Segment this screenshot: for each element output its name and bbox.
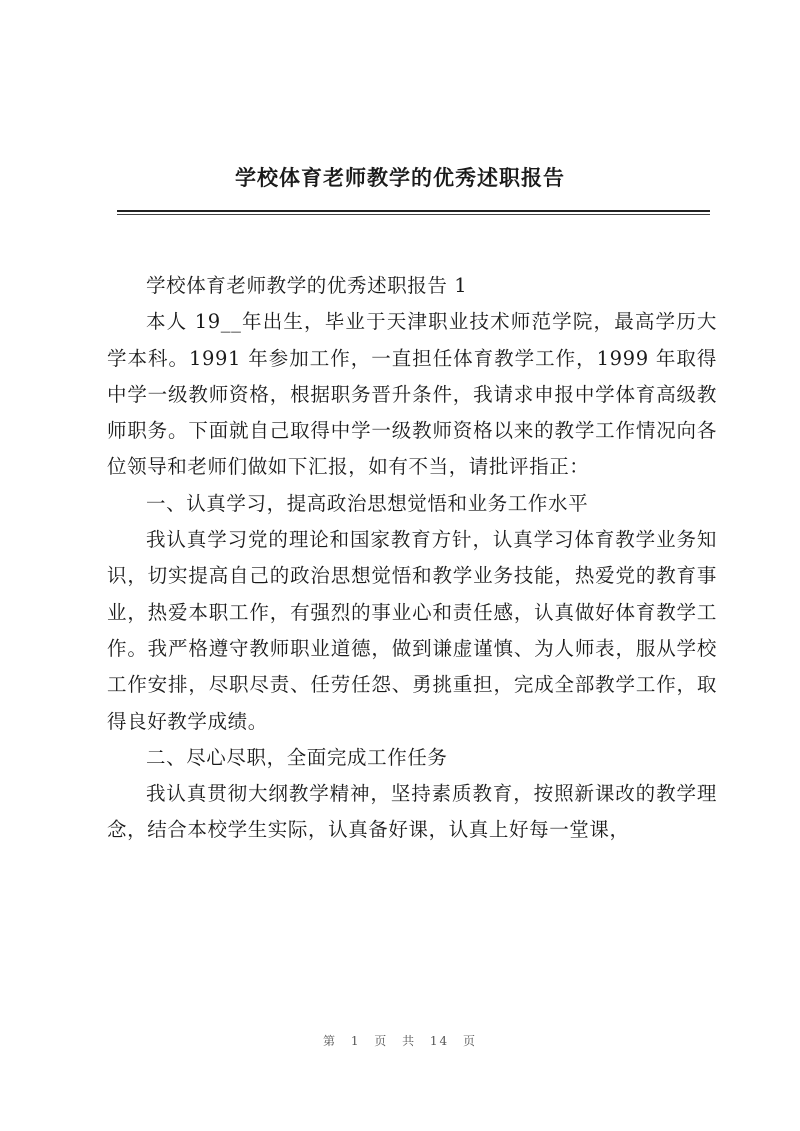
page-title: 学校体育老师教学的优秀述职报告 xyxy=(235,165,565,190)
title-divider-thin xyxy=(117,214,710,215)
section-heading: 学校体育老师教学的优秀述职报告 1 xyxy=(146,274,468,297)
section-heading: 一、认真学习，提高政治思想觉悟和业务工作水平 xyxy=(146,491,589,515)
title-divider xyxy=(117,210,710,212)
paragraph: 我认真贯彻大纲教学精神，坚持素质教育，按照新课改的教学理念，结合本校学生实际，认真备好课，认真上好每一堂课， xyxy=(107,782,717,842)
paragraph: 我认真学习党的理论和国家教育方针，认真学习体育教学业务知识，切实提高自己的政治思想觉悟和教学业务技能，热爱党的教育事业，热爱本职工作，有强烈的事业心和责任感，认真做好体育教学工作。我严格遵守教师职业道德，做到谦虚谨慎、为人师表，服从学校工作安排，尽职尽责、任劳任怨、勇挑重担，完成全部教学工作，取得良好教学成绩。 xyxy=(107,528,717,733)
document-body xyxy=(107,268,717,849)
page-footer: 第 1 页 共 14 页 xyxy=(323,1034,477,1048)
paragraph: 本人 19__年出生，毕业于天津职业技术师范学院，最高学历大学本科。1991 年参加工作，一直担任体育教学工作，1999 年取得中学一级教师资格，根据职务晋升条件，我请求申报中学体育高级教师职务。下面就自己取得中学一级教师资格以来的教学工作情况向各位领导和老师们做如下汇报，如有不当，请批评指正： xyxy=(107,310,717,479)
section-heading: 二、尽心尽职，全面完成工作任务 xyxy=(146,745,448,769)
